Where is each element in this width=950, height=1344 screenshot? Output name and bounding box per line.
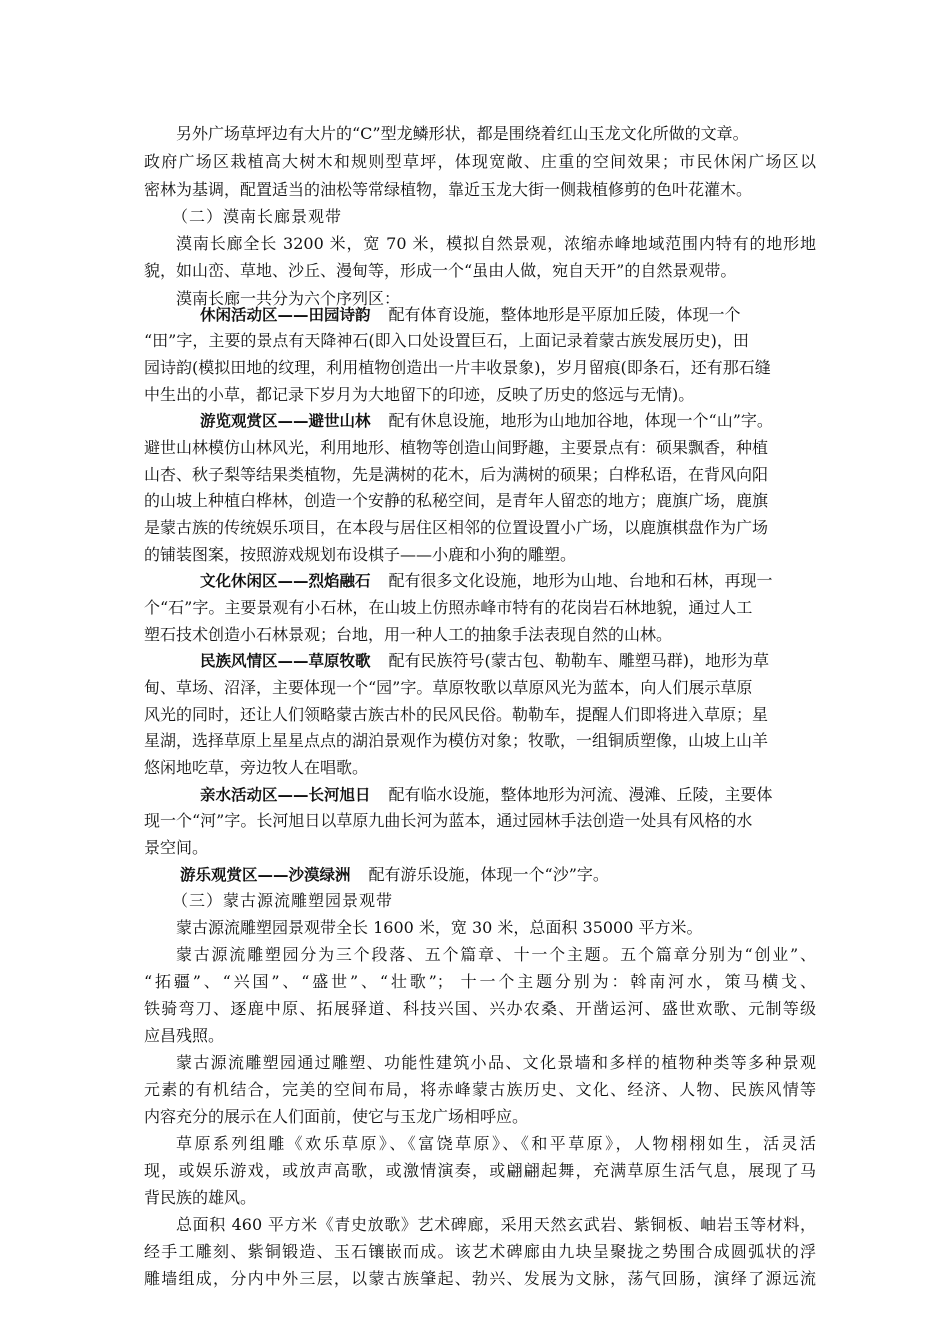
zone-3-name: 文化休闲区——烈焰融石 bbox=[200, 572, 371, 590]
zone-1-line-2: “田”字，主要的景点有天降神石(即入口处设置巨石，上面记录着蒙古族发展历史)，田 bbox=[144, 331, 749, 350]
section-3-p2-line-3: 铁骑弯刀、逐鹿中原、拓展驿道、科技兴国、兴办农桑、开凿运河、盛世欢歌、元制等级 bbox=[144, 999, 816, 1018]
zone-5-line-3: 景空间。 bbox=[144, 838, 209, 857]
zone-6-text: 配有游乐设施，体现一个“沙”字。 bbox=[368, 865, 609, 884]
section-3-p4-line-2: 现，或娱乐游戏，或放声高歌，或激情演奏，或翩翩起舞，充满草原生活气息，展现了马 bbox=[144, 1161, 816, 1180]
zone-1-line-1 bbox=[200, 304, 816, 326]
section-3-p3-line-3: 内容充分的展示在人们面前，使它与玉龙广场相呼应。 bbox=[144, 1107, 529, 1126]
intro-line-1: 另外广场草坪边有大片的“C”型龙鳞形状，都是围绕着红山玉龙文化所做的文章。 bbox=[176, 124, 749, 143]
zone-2-line-3: 山杏、秋子梨等结果类植物，先是满树的花木，后为满树的硕果；白桦私语，在背风向阳 bbox=[144, 465, 769, 484]
section-3-p4-line-3: 背民族的雄风。 bbox=[144, 1188, 257, 1207]
section-3-p3-line-1: 蒙古源流雕塑园通过雕塑、功能性建筑小品、文化景墙和多样的植物种类等多种景观 bbox=[176, 1053, 816, 1072]
intro-line-2: 政府广场区栽植高大树木和规则型草坪，体现宽敞、庄重的空间效果；市民休闲广场区以 bbox=[144, 152, 816, 171]
section-3-p2-line-4: 应昌残照。 bbox=[144, 1026, 225, 1045]
zone-2-name: 游览观赏区——避世山林 bbox=[200, 412, 371, 430]
section-3-p5-line-2: 经手工雕刻、紫铜锻造、玉石镶嵌而成。该艺术碑廊由九块呈聚拢之势围合成圆弧状的浮 bbox=[144, 1242, 816, 1261]
zone-1-text: 配有体育设施，整体地形是平原加丘陵，体现一个 bbox=[388, 305, 741, 324]
zone-3-line-2: 个“石”字。主要景观有小石林，在山坡上仿照赤峰市特有的花岗岩石林地貌，通过人工 bbox=[144, 598, 753, 617]
zone-1-line-4: 中生出的小草，都记录下岁月为大地留下的印迹，反映了历史的悠远与无情)。 bbox=[144, 385, 695, 404]
zone-1-line-3: 园诗韵(模拟田地的纹理，利用植物创造出一片丰收景象)，岁月留痕(即条石，还有那石缝 bbox=[144, 358, 771, 377]
zone-2-line-4: 的山坡上种植白桦林，创造一个安静的私秘空间，是青年人留恋的地方；鹿旗广场，鹿旗 bbox=[144, 491, 769, 510]
zone-4-text: 配有民族符号(蒙古包、勒勒车、雕塑马群)，地形为草 bbox=[388, 651, 770, 670]
zone-4-line-1 bbox=[200, 650, 816, 672]
zone-4-line-3: 风光的同时，还让人们领略蒙古族古朴的民风民俗。勒勒车，提醒人们即将进入草原；星 bbox=[144, 705, 769, 724]
zone-2-line-5: 是蒙古族的传统娱乐项目，在本段与居住区相邻的位置设置小广场，以鹿旗棋盘作为广场 bbox=[144, 518, 769, 537]
section-3-heading: （三）蒙古源流雕塑园景观带 bbox=[172, 891, 394, 910]
section-3-p5-line-3: 雕墙组成，分内中外三层，以蒙古族肇起、勃兴、发展为文脉，荡气回肠，演绎了源远流 bbox=[144, 1269, 816, 1288]
section-2-heading: （二）漠南长廊景观带 bbox=[172, 207, 343, 226]
zone-4-line-4: 星湖，选择草原上星星点点的湖泊景观作为模仿对象；牧歌，一组铜质塑像，山坡上山羊 bbox=[144, 731, 769, 750]
section-3-p2-line-2: “拓疆”、“兴国”、“盛世”、“壮歌”； 十一个主题分别为：斡南河水，策马横戈、 bbox=[144, 972, 816, 991]
zone-5-text: 配有临水设施，整体地形为河流、漫滩、丘陵，主要体 bbox=[388, 785, 773, 804]
zone-2-line-1 bbox=[200, 410, 816, 432]
zone-2-text: 配有休息设施，地形为山地加谷地，体现一个“山”字。 bbox=[388, 411, 773, 430]
zone-5-name: 亲水活动区——长河旭日 bbox=[200, 786, 371, 804]
zone-3-text: 配有很多文化设施，地形为山地、台地和石林，再现一 bbox=[388, 571, 773, 590]
section-2-p2: 漠南长廊一共分为六个序列区： bbox=[176, 289, 401, 308]
zone-5-line-2: 现一个“河”字。长河旭日以草原九曲长河为蓝本，通过园林手法创造一处具有风格的水 bbox=[144, 811, 753, 830]
zone-4-line-5: 悠闲地吃草，旁边牧人在唱歌。 bbox=[144, 758, 369, 777]
section-3-p2-line-1: 蒙古源流雕塑园分为三个段落、五个篇章、十一个主题。五个篇章分别为“创业”、 bbox=[176, 945, 816, 964]
zone-2-line-6: 的铺装图案，按照游戏规划布设棋子——小鹿和小狗的雕塑。 bbox=[144, 545, 577, 564]
zone-4-name: 民族风情区——草原牧歌 bbox=[200, 652, 371, 670]
section-3-p5-line-1: 总面积 460 平方米《青史放歌》艺术碑廊，采用天然玄武岩、紫铜板、岫岩玉等材料， bbox=[176, 1215, 816, 1234]
zone-5-line-1 bbox=[200, 784, 816, 806]
section-3-p4-line-1: 草原系列组雕《欢乐草原》、《富饶草原》、《和平草原》，人物栩栩如生，活灵活 bbox=[176, 1134, 816, 1153]
zone-6-line-1 bbox=[180, 864, 816, 886]
zone-2-line-2: 避世山林模仿山林风光，利用地形、植物等创造山间野趣，主要景点有：硕果飘香，种植 bbox=[144, 438, 769, 457]
intro-line-3: 密林为基调，配置适当的油松等常绿植物，靠近玉龙大街一侧栽植修剪的色叶花灌木。 bbox=[144, 180, 753, 199]
section-2-p1-line-1: 漠南长廊全长 3200 米，宽 70 米，模拟自然景观，浓缩赤峰地域范围内特有的地形地 bbox=[176, 234, 816, 253]
zone-1-name: 休闲活动区——田园诗韵 bbox=[200, 306, 371, 324]
section-3-p1: 蒙古源流雕塑园景观带全长 1600 米，宽 30 米，总面积 35000 平方米。 bbox=[176, 918, 703, 937]
section-2-p1-line-2: 貌，如山峦、草地、沙丘、漫甸等，形成一个“虽由人做，宛自天开”的自然景观带。 bbox=[144, 261, 737, 280]
zone-3-line-1 bbox=[200, 570, 816, 592]
zone-3-line-3: 塑石技术创造小石林景观；台地，用一种人工的抽象手法表现自然的山林。 bbox=[144, 625, 673, 644]
zone-6-name: 游乐观赏区——沙漠绿洲 bbox=[180, 866, 351, 884]
section-3-p3-line-2: 元素的有机结合，完美的空间布局，将赤峰蒙古族历史、文化、经济、人物、民族风情等 bbox=[144, 1080, 816, 1099]
zone-4-line-2: 甸、草场、沼泽，主要体现一个“园”字。草原牧歌以草原风光为蓝本，向人们展示草原 bbox=[144, 678, 753, 697]
